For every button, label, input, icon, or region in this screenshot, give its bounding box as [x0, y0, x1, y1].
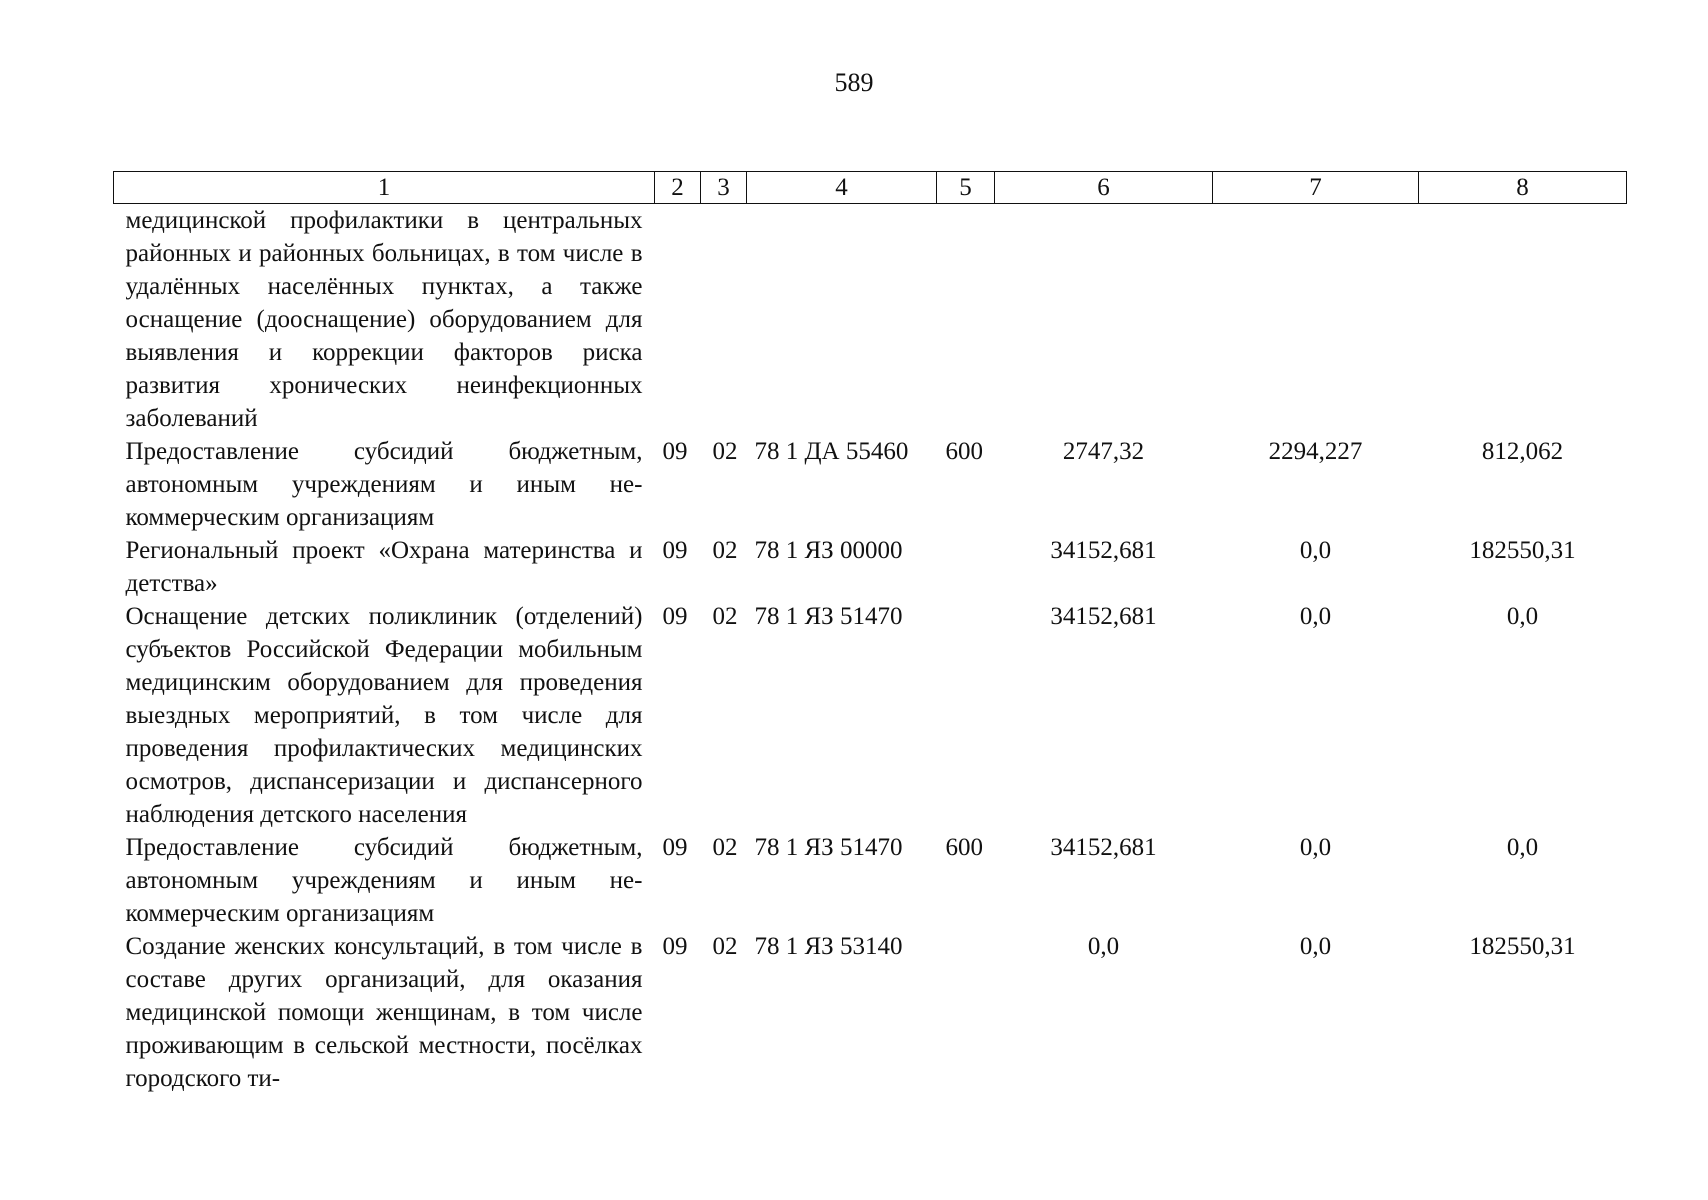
section-code: 09: [662, 834, 688, 861]
section-code: [655, 204, 701, 436]
amount-col8: 812,062: [1481, 438, 1564, 465]
column-header: 4: [747, 172, 937, 204]
expense-type-code: [937, 204, 995, 436]
column-header: 7: [1213, 172, 1419, 204]
amount-col6: [995, 204, 1213, 436]
column-header: 8: [1419, 172, 1627, 204]
table-row: [114, 831, 1627, 930]
subsection-code: 02: [712, 834, 738, 861]
row-description: Оснащение детских поликлиник (отделений) субъектов Российской Федерации мобильным медицинским оборудованием для проведения выездных мероприятий, в том числе для проведения профилактических медицинских осмотров, диспансеризации и диспансерного наблюдения детского населения: [125, 603, 643, 828]
table-row: [114, 435, 1627, 534]
expense-type-code: 600: [945, 438, 983, 465]
amount-col8: 182550,31: [1469, 933, 1576, 960]
expense-type-code: [937, 600, 995, 831]
row-description: Предоставление субсидий бюджетным, автономным учреждениям и иным некоммерческим организациям: [125, 834, 643, 927]
amount-col6: 34152,681: [1050, 603, 1157, 630]
subsection-code: 02: [712, 537, 738, 564]
table-row: [114, 930, 1627, 1095]
subsection-code: [701, 204, 747, 436]
amount-col7: 0,0: [1299, 933, 1332, 960]
table-row: [114, 600, 1627, 831]
expense-type-code: [937, 534, 995, 600]
column-header: 6: [995, 172, 1213, 204]
amount-col6: 2747,32: [1062, 438, 1145, 465]
amount-col8: [1419, 204, 1627, 436]
amount-col6: 34152,681: [1050, 537, 1157, 564]
row-description: Региональный проект «Охрана материнства и детства»: [125, 537, 643, 597]
amount-col8: 182550,31: [1469, 537, 1576, 564]
subsection-code: 02: [712, 933, 738, 960]
target-article-code: [747, 204, 937, 436]
expense-type-code: [937, 930, 995, 1095]
row-description: Предоставление субсидий бюджетным, автономным учреждениям и иным некоммерческим организациям: [125, 438, 643, 531]
amount-col7: [1213, 204, 1419, 436]
row-description: Создание женских консультаций, в том числе в составе других организаций, для оказания медицинской помощи женщинам, в том числе проживающим в сельской местности, посёлках городского ти-: [125, 933, 643, 1092]
column-header: 5: [937, 172, 995, 204]
target-article-code: 78 1 ЯЗ 51470: [754, 603, 903, 630]
target-article-code: 78 1 ЯЗ 00000: [754, 537, 903, 564]
row-description: медицинской профилактики в центральных районных и районных больницах, в том числе в удалённых населённых пунктах, а также оснащение (дооснащение) оборудованием для выявления и коррекции факторов риска развития хронических неинфекционных заболеваний: [125, 207, 643, 432]
target-article-code: 78 1 ЯЗ 53140: [754, 933, 903, 960]
header-row: [114, 172, 1627, 204]
subsection-code: 02: [712, 603, 738, 630]
amount-col8: 0,0: [1506, 834, 1539, 861]
amount-col6: 0,0: [1087, 933, 1120, 960]
amount-col6: 34152,681: [1050, 834, 1157, 861]
expense-type-code: 600: [945, 834, 983, 861]
amount-col7: 2294,227: [1268, 438, 1363, 465]
section-code: 09: [662, 933, 688, 960]
amount-col8: 0,0: [1506, 603, 1539, 630]
section-code: 09: [662, 537, 688, 564]
target-article-code: 78 1 ЯЗ 51470: [754, 834, 903, 861]
table-row: [114, 204, 1627, 436]
amount-col7: 0,0: [1299, 537, 1332, 564]
section-code: 09: [662, 438, 688, 465]
page-number: 589: [834, 68, 874, 97]
column-header: 1: [114, 172, 655, 204]
amount-col7: 0,0: [1299, 834, 1332, 861]
section-code: 09: [662, 603, 688, 630]
amount-col7: 0,0: [1299, 603, 1332, 630]
target-article-code: 78 1 ДА 55460: [754, 438, 909, 465]
table-row: [114, 534, 1627, 600]
column-header: 3: [701, 172, 747, 204]
budget-table: [113, 171, 1627, 1095]
subsection-code: 02: [712, 438, 738, 465]
column-header: 2: [655, 172, 701, 204]
